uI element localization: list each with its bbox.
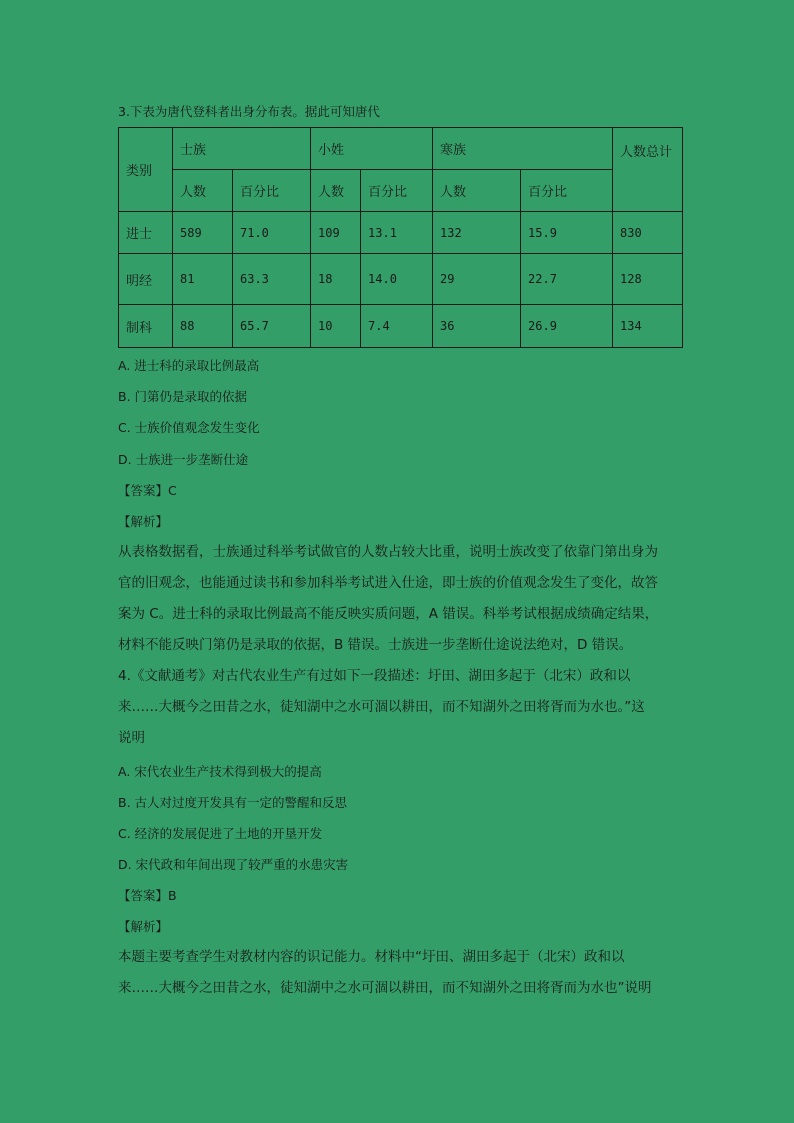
- q4-option-b: B. 古人对过度开发具有一定的警醒和反思: [118, 795, 348, 810]
- table-cell: 22.7: [521, 254, 613, 305]
- group-header-shizu: 士族: [173, 128, 311, 170]
- group-header-xiaoxing: 小姓: [311, 128, 433, 170]
- distribution-table: [118, 127, 683, 348]
- table-cell: 65.7: [233, 305, 311, 348]
- table-cell: 88: [173, 305, 233, 348]
- q4-option-a: A. 宋代农业生产技术得到极大的提高: [118, 764, 322, 779]
- q4-analysis-label: 【解析】: [118, 919, 169, 934]
- table-cell: 71.0: [233, 212, 311, 254]
- q3-analysis: [118, 537, 678, 661]
- sub-header: 百分比: [361, 170, 433, 212]
- table-cell: 830: [613, 212, 683, 254]
- q3-option-a: A. 进士科的录取比例最高: [118, 358, 260, 373]
- table-row: [119, 212, 683, 254]
- sub-header: 人数: [311, 170, 361, 212]
- q3-answer: 【答案】C: [118, 483, 177, 498]
- analysis-line: 案为 C。进士科的录取比例最高不能反映实质问题，A 错误。科举考试根据成绩确定结果，: [118, 606, 659, 622]
- q3-option-b: B. 门第仍是录取的依据: [118, 389, 248, 404]
- row-label: 明经: [119, 254, 173, 305]
- question-3-title: 3.下表为唐代登科者出身分布表。据此可知唐代: [118, 104, 380, 119]
- table-cell: 589: [173, 212, 233, 254]
- row-label: 制科: [119, 305, 173, 348]
- table-cell: 29: [433, 254, 521, 305]
- table-row: [119, 305, 683, 348]
- table-row: [119, 254, 683, 305]
- sub-header: 人数: [173, 170, 233, 212]
- stem-line: 4.《文献通考》对古代农业生产有过如下一段描述：圩田、湖田多起于（北宋）政和以: [118, 668, 631, 684]
- total-header: 人数总计: [613, 128, 683, 212]
- stem-line: 说明: [118, 730, 145, 746]
- analysis-line: 材料不能反映门第仍是录取的依据，B 错误。士族进一步垄断仕途说法绝对，D 错误。: [118, 637, 633, 653]
- table-cell: 26.9: [521, 305, 613, 348]
- table-cell: 63.3: [233, 254, 311, 305]
- q4-option-d: D. 宋代政和年间出现了较严重的水患灾害: [118, 857, 349, 872]
- analysis-line: 从表格数据看，士族通过科举考试做官的人数占较大比重，说明士族改变了依靠门第出身为: [118, 544, 658, 560]
- analysis-line: 来……大概今之田昔之水，徒知湖中之水可涸以耕田，而不知湖外之田将胥而为水也”说明: [118, 980, 652, 996]
- analysis-line: 官的旧观念，也能通过读书和参加科举考试进入仕途，即士族的价值观念发生了变化，故答: [118, 575, 658, 591]
- category-header: 类别: [119, 128, 173, 212]
- analysis-line: 本题主要考查学生对教材内容的识记能力。材料中“圩田、湖田多起于（北宋）政和以: [118, 949, 625, 965]
- table-cell: 109: [311, 212, 361, 254]
- q4-option-c: C. 经济的发展促进了土地的开垦开发: [118, 826, 323, 841]
- q3-option-c: C. 士族价值观念发生变化: [118, 420, 260, 435]
- table-cell: 13.1: [361, 212, 433, 254]
- row-label: 进士: [119, 212, 173, 254]
- table-cell: 81: [173, 254, 233, 305]
- table-cell: 18: [311, 254, 361, 305]
- sub-header: 百分比: [521, 170, 613, 212]
- q3-option-d: D. 士族进一步垄断仕途: [118, 452, 249, 467]
- table-cell: 36: [433, 305, 521, 348]
- table-cell: 7.4: [361, 305, 433, 348]
- group-header-hanzu: 寒族: [433, 128, 613, 170]
- table-cell: 134: [613, 305, 683, 348]
- table-cell: 15.9: [521, 212, 613, 254]
- sub-header: 人数: [433, 170, 521, 212]
- table-cell: 10: [311, 305, 361, 348]
- q4-answer: 【答案】B: [118, 888, 177, 903]
- stem-line: 来……大概今之田昔之水，徒知湖中之水可涸以耕田，而不知湖外之田将胥而为水也。”这: [118, 699, 645, 715]
- sub-header: 百分比: [233, 170, 311, 212]
- table-cell: 128: [613, 254, 683, 305]
- question-4-stem: [118, 661, 678, 754]
- q3-analysis-label: 【解析】: [118, 514, 169, 529]
- q4-analysis: [118, 942, 678, 1004]
- table-cell: 132: [433, 212, 521, 254]
- table-cell: 14.0: [361, 254, 433, 305]
